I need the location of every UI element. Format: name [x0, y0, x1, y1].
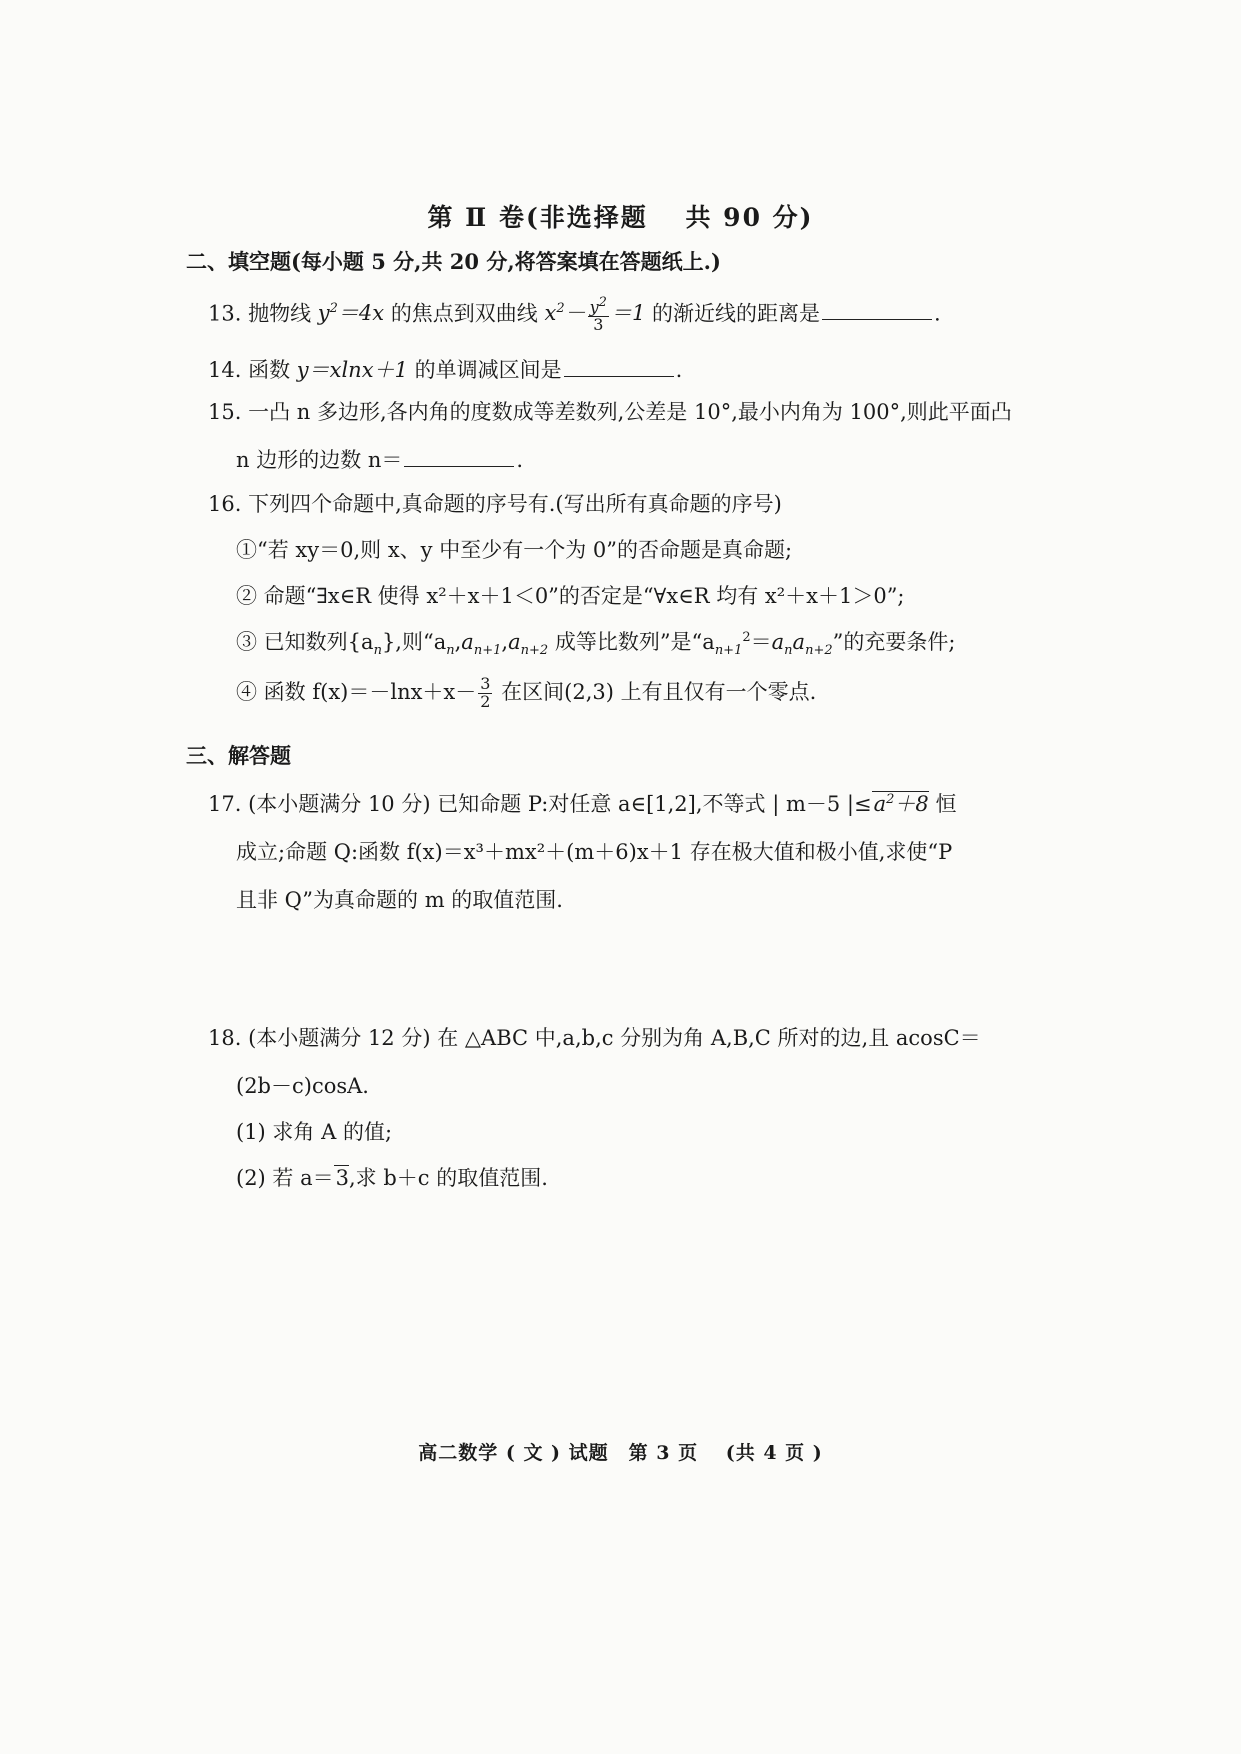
question-18-part-2: (2) 若 a＝3,求 b＋c 的取值范围.: [236, 1166, 548, 1190]
answer-blank-13[interactable]: [822, 299, 932, 320]
question-18-line-1: 18. (本小题满分 12 分) 在 △ABC 中,a,b,c 分别为角 A,B,C 所对的边,且 acosC＝: [208, 1026, 981, 1050]
section-solutions: 三、解答题: [186, 743, 291, 768]
section-fill-in: 二、填空题(每小题 5 分,共 20 分,将答案填在答题纸上.): [186, 249, 721, 274]
parabola-equation: $y^2=4x$: [317, 301, 385, 326]
statement-2: ② 命题“∃x∈R 使得 x²＋x＋1＜0”的否定是“∀x∈R 均有 x²＋x＋1＞0”;: [236, 584, 905, 608]
question-14: 14. 函数 y＝xlnx＋1 的单调减区间是 .: [208, 358, 683, 382]
question-18-line-2: (2b－c)cosA.: [236, 1074, 369, 1098]
question-17-line-2: 成立;命题 Q:函数 f(x)＝x³＋mx²＋(m＋6)x＋1 存在极大值和极小值,求使“P: [236, 840, 953, 864]
question-16-stem: 16. 下列四个命题中,真命题的序号有.(写出所有真命题的序号): [208, 492, 782, 516]
statement-1: ①“若 xy＝0,则 x、y 中至少有一个为 0”的否命题是真命题;: [236, 538, 793, 562]
question-17-line-1: 17. (本小题满分 10 分) 已知命题 P:对任意 a∈[1,2],不等式 | m－5 $|\le a^2+8$ 恒: [208, 792, 957, 816]
answer-blank-15[interactable]: [404, 446, 514, 467]
hyperbola-equation: $x^2-$ $\frac{y^2}{3}$ ＝1: [544, 295, 646, 335]
statement-4: ④ 函数 f(x)＝－lnx＋x－ $\frac{3}{2}$ 在区间(2,3) 上有且仅有一个零点.: [236, 674, 817, 711]
sqrt-expression: $a^2+8$: [873, 792, 929, 816]
question-15-line-1: 15. 一凸 n 多边形,各内角的度数成等差数列,公差是 10°,最小内角为 100°,则此平面凸: [208, 400, 1012, 424]
question-18-part-1: (1) 求角 A 的值;: [236, 1120, 393, 1144]
page-footer: 高二数学 ( 文 ) 试题 第 3 页 (共 4 页 ): [418, 1442, 823, 1464]
question-17-line-3: 且非 Q”为真命题的 m 的取值范围.: [236, 888, 563, 912]
answer-blank-14[interactable]: [564, 356, 674, 377]
page-title: 第 Ⅱ 卷(非选择题 共 90 分): [427, 203, 814, 232]
question-13: 13. 抛物线 $y^2=4x$ 的焦点到双曲线 $x^2-$ $\frac{y^2}{3}$ ＝1 的渐近线的距离是 .: [208, 295, 941, 335]
question-15-line-2: n 边形的边数 n＝ .: [236, 448, 524, 472]
statement-3: ③ 已知数列$\{a_n\}$,则“$a_n,a_{n+1},a_{n+2}$ 成等比数列”是“$a_{n+1}^2=a_na_{n+2}$”的充要条件;: [236, 630, 956, 659]
